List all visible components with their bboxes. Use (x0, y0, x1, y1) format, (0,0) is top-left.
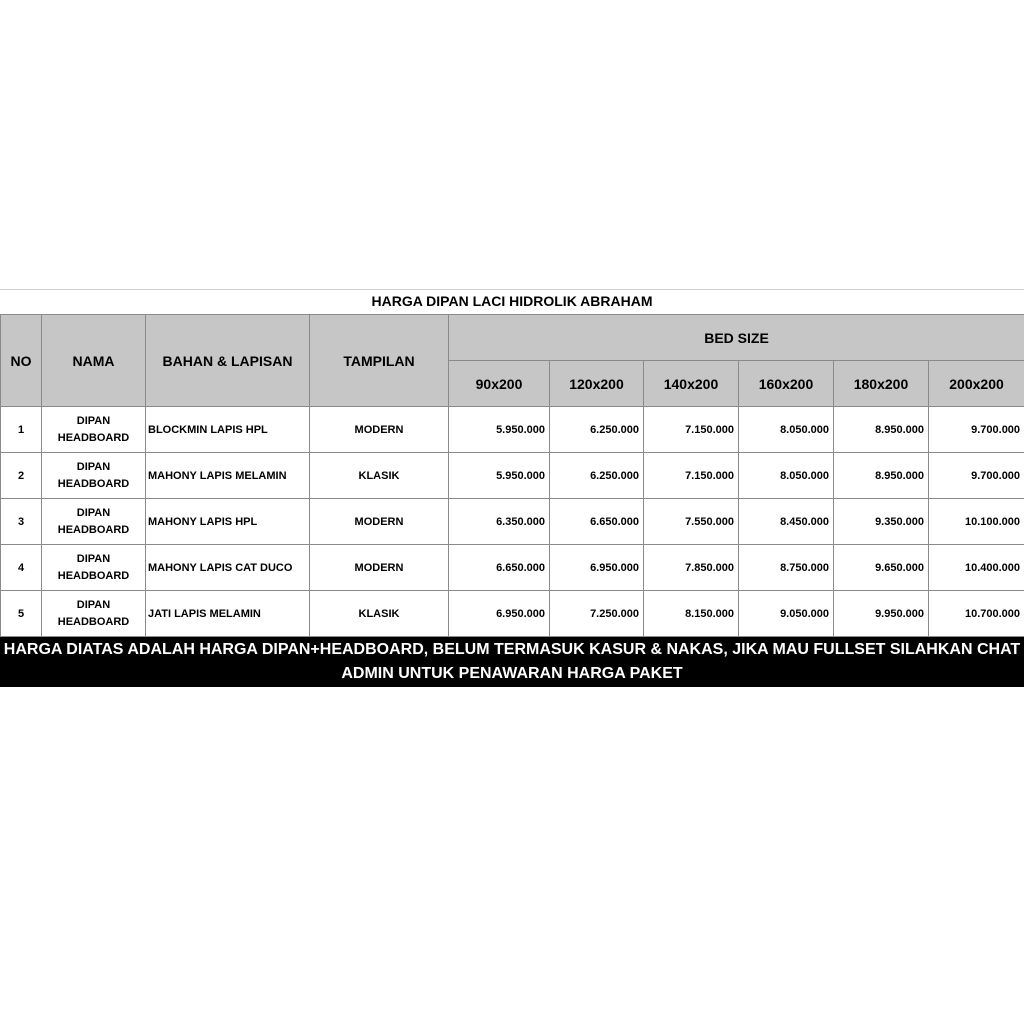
cell-price: 7.150.000 (644, 453, 739, 499)
cell-price: 9.700.000 (929, 407, 1024, 453)
table-row (1, 499, 1024, 545)
cell-price: 8.450.000 (739, 499, 834, 545)
nama-line: HEADBOARD (57, 569, 130, 582)
cell-price: 10.700.000 (929, 591, 1024, 637)
nama-line: DIPAN (76, 552, 111, 565)
header-no: NO (1, 315, 42, 407)
cell-tampilan: MODERN (310, 499, 449, 545)
sheet-title: HARGA DIPAN LACI HIDROLIK ABRAHAM (0, 289, 1024, 314)
nama-line: HEADBOARD (57, 523, 130, 536)
table-row (1, 545, 1024, 591)
cell-price: 8.950.000 (834, 407, 929, 453)
nama-line: HEADBOARD (57, 431, 130, 444)
cell-price: 8.050.000 (739, 407, 834, 453)
cell-price: 9.650.000 (834, 545, 929, 591)
footer-note (0, 637, 1024, 687)
header-tampilan: TAMPILAN (310, 315, 449, 407)
price-table (0, 314, 1024, 637)
table-row (1, 407, 1024, 453)
cell-price: 9.700.000 (929, 453, 1024, 499)
header-size: 160x200 (739, 361, 834, 407)
cell-nama (42, 499, 146, 545)
cell-nama (42, 545, 146, 591)
cell-price: 8.150.000 (644, 591, 739, 637)
cell-no: 2 (1, 453, 42, 499)
cell-price: 5.950.000 (449, 453, 550, 499)
header-size: 90x200 (449, 361, 550, 407)
header-bahan: BAHAN & LAPISAN (146, 315, 310, 407)
header-size: 200x200 (929, 361, 1024, 407)
cell-price: 5.950.000 (449, 407, 550, 453)
cell-price: 10.100.000 (929, 499, 1024, 545)
cell-price: 7.250.000 (550, 591, 644, 637)
cell-no: 4 (1, 545, 42, 591)
table-row (1, 591, 1024, 637)
cell-nama (42, 453, 146, 499)
price-sheet (0, 289, 1024, 687)
cell-price: 7.850.000 (644, 545, 739, 591)
cell-price: 6.250.000 (550, 453, 644, 499)
cell-bahan: BLOCKMIN LAPIS HPL (146, 407, 310, 453)
footer-line-2: ADMIN UNTUK PENAWARAN HARGA PAKET (341, 665, 683, 682)
cell-no: 5 (1, 591, 42, 637)
cell-tampilan: KLASIK (310, 591, 449, 637)
table-row (1, 453, 1024, 499)
cell-price: 6.650.000 (550, 499, 644, 545)
cell-no: 3 (1, 499, 42, 545)
cell-bahan: MAHONY LAPIS MELAMIN (146, 453, 310, 499)
nama-line: DIPAN (76, 506, 111, 519)
nama-line: DIPAN (76, 460, 111, 473)
cell-bahan: MAHONY LAPIS HPL (146, 499, 310, 545)
cell-price: 7.150.000 (644, 407, 739, 453)
cell-price: 9.050.000 (739, 591, 834, 637)
header-nama: NAMA (42, 315, 146, 407)
header-bed-size: BED SIZE (449, 315, 1024, 361)
nama-line: DIPAN (76, 414, 111, 427)
cell-price: 6.950.000 (449, 591, 550, 637)
cell-price: 6.950.000 (550, 545, 644, 591)
cell-tampilan: MODERN (310, 407, 449, 453)
cell-price: 6.650.000 (449, 545, 550, 591)
header-size: 140x200 (644, 361, 739, 407)
cell-price: 8.950.000 (834, 453, 929, 499)
cell-tampilan: MODERN (310, 545, 449, 591)
cell-price: 10.400.000 (929, 545, 1024, 591)
nama-line: HEADBOARD (57, 615, 130, 628)
cell-bahan: JATI LAPIS MELAMIN (146, 591, 310, 637)
cell-bahan: MAHONY LAPIS CAT DUCO (146, 545, 310, 591)
cell-price: 6.250.000 (550, 407, 644, 453)
footer-line-1: HARGA DIATAS ADALAH HARGA DIPAN+HEADBOARD, BELUM TERMASUK KASUR & NAKAS, JIKA MAU FULLSET SILAHKAN CHAT (3, 641, 1021, 658)
cell-tampilan: KLASIK (310, 453, 449, 499)
header-size: 180x200 (834, 361, 929, 407)
nama-line: DIPAN (76, 598, 111, 611)
cell-price: 8.750.000 (739, 545, 834, 591)
cell-price: 9.950.000 (834, 591, 929, 637)
cell-nama (42, 407, 146, 453)
cell-price: 7.550.000 (644, 499, 739, 545)
nama-line: HEADBOARD (57, 477, 130, 490)
cell-no: 1 (1, 407, 42, 453)
cell-nama (42, 591, 146, 637)
cell-price: 8.050.000 (739, 453, 834, 499)
cell-price: 6.350.000 (449, 499, 550, 545)
header-size: 120x200 (550, 361, 644, 407)
cell-price: 9.350.000 (834, 499, 929, 545)
